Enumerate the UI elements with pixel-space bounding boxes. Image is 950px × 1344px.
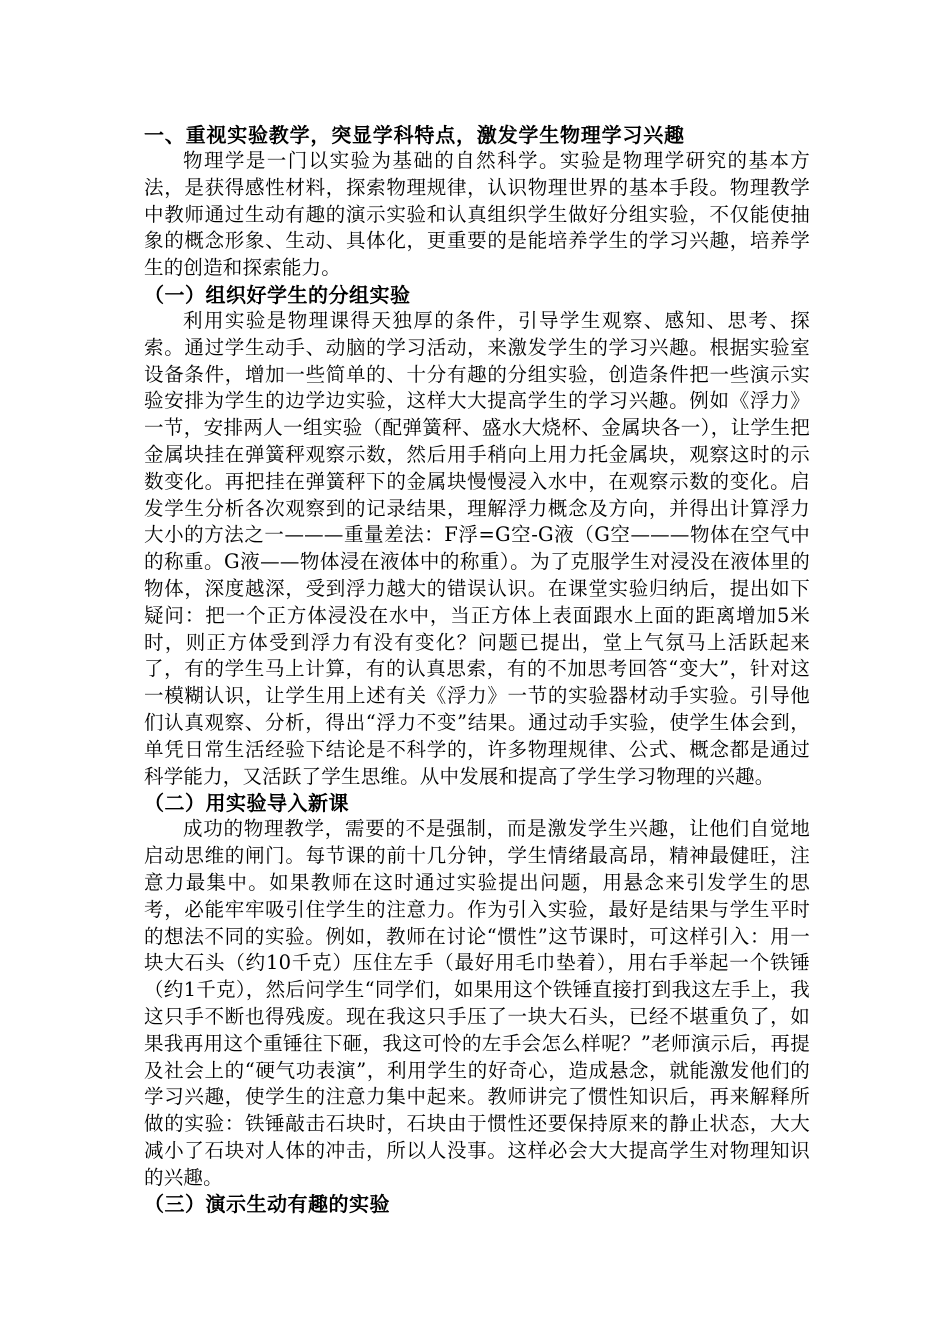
document-page — [144, 122, 810, 1217]
section-heading-main: 一、重视实验教学，突显学科特点，激发学生物理学习兴趣 — [144, 123, 685, 147]
subsection-heading-3: （三）演示生动有趣的实验 — [144, 1192, 390, 1217]
subsection-heading-1: （一）组织好学生的分组实验 — [144, 282, 411, 307]
paragraph-group-experiment: 利用实验是物理课得天独厚的条件，引导学生观察、感知、思考、探索。通过学生动手、动脑的学习活动，来激发学生的学习兴趣。根据实验室设备条件，增加一些简单的、十分有趣的分组实验，创造条件把一些演示实验安排为学生的边学边实验，这样大大提高学生的学习兴趣。例如《浮力》一节，安排两人一组实验（配弹簧秤、盛水大烧杯、金属块各一），让学生把金属块挂在弹簧秤观察示数，然后用手稍向上用力托金属块，观察这时的示数变化。再把挂在弹簧秤下的金属块慢慢浸入水中，在观察示数的变化。启发学生分析各次观察到的记录结果，理解浮力概念及方向，并得出计算浮力大小的方法之一———重量差法：F浮=G空-G液（G空———物体在空气中的称重。G液——物体浸在液体中的称重）。为了克服学生对浸没在液体里的物体，深度越深，受到浮力越大的错误认识。在课堂实验归纳后，提出如下疑问：把一个正方体浸没在水中，当正方体上表面跟水上面的距离增加5米时，则正方体受到浮力有没有变化？问题已提出，堂上气氛马上活跃起来了，有的学生马上计算，有的认真思索，有的不加思考回答“变大”，针对这一模糊认识，让学生用上述有关《浮力》一节的实验器材动手实验。引导他们认真观察、分析，得出“浮力不变”结果。通过动手实验，使学生体会到，单凭日常生活经验下结论是不科学的，许多物理规律、公式、概念都是通过科学能力，又活跃了学生思维。从中发展和提高了学生学习物理的兴趣。 — [144, 308, 810, 788]
subsection-heading-2: （二）用实验导入新课 — [144, 791, 349, 816]
paragraph-lesson-intro: 成功的物理教学，需要的不是强制，而是激发学生兴趣，让他们自觉地启动思维的闸门。每节课的前十几分钟，学生情绪最高昂，精神最健旺，注意力最集中。如果教师在这时通过实验提出问题，用悬念来引发学生的思考，必能牢牢吸引住学生的注意力。作为引入实验，最好是结果与学生平时的想法不同的实验。例如，教师在讨论“惯性”这节课时，可这样引入：用一块大石头（约10千克）压住左手（最好用毛巾垫着），用右手举起一个铁锤（约1千克），然后问学生“同学们，如果用这个铁锤直接打到我这左手上，我这只手不断也得残废。现在我这只手压了一块大石头，已经不堪重负了，如果我再用这个重锤往下砸，我这可怜的左手会怎么样呢？”老师演示后，再提及社会上的“硬气功表演”，利用学生的好奇心，造成悬念，就能激发他们的学习兴趣，使学生的注意力集中起来。教师讲完了惯性知识后，再来解释所做的实验：铁锤敲击石块时，石块由于惯性还要保持原来的静止状态，大大减小了石块对人体的冲击，所以人没事。这样必会大大提高学生对物理知识的兴趣。 — [144, 817, 810, 1189]
intro-paragraph: 物理学是一门以实验为基础的自然科学。实验是物理学研究的基本方法，是获得感性材料，探索物理规律，认识物理世界的基本手段。物理教学中教师通过生动有趣的演示实验和认真组织学生做好分组实验，不仅能使抽象的概念形象、生动、具体化，更重要的是能培养学生的学习兴趣，培养学生的创造和探索能力。 — [144, 149, 810, 280]
